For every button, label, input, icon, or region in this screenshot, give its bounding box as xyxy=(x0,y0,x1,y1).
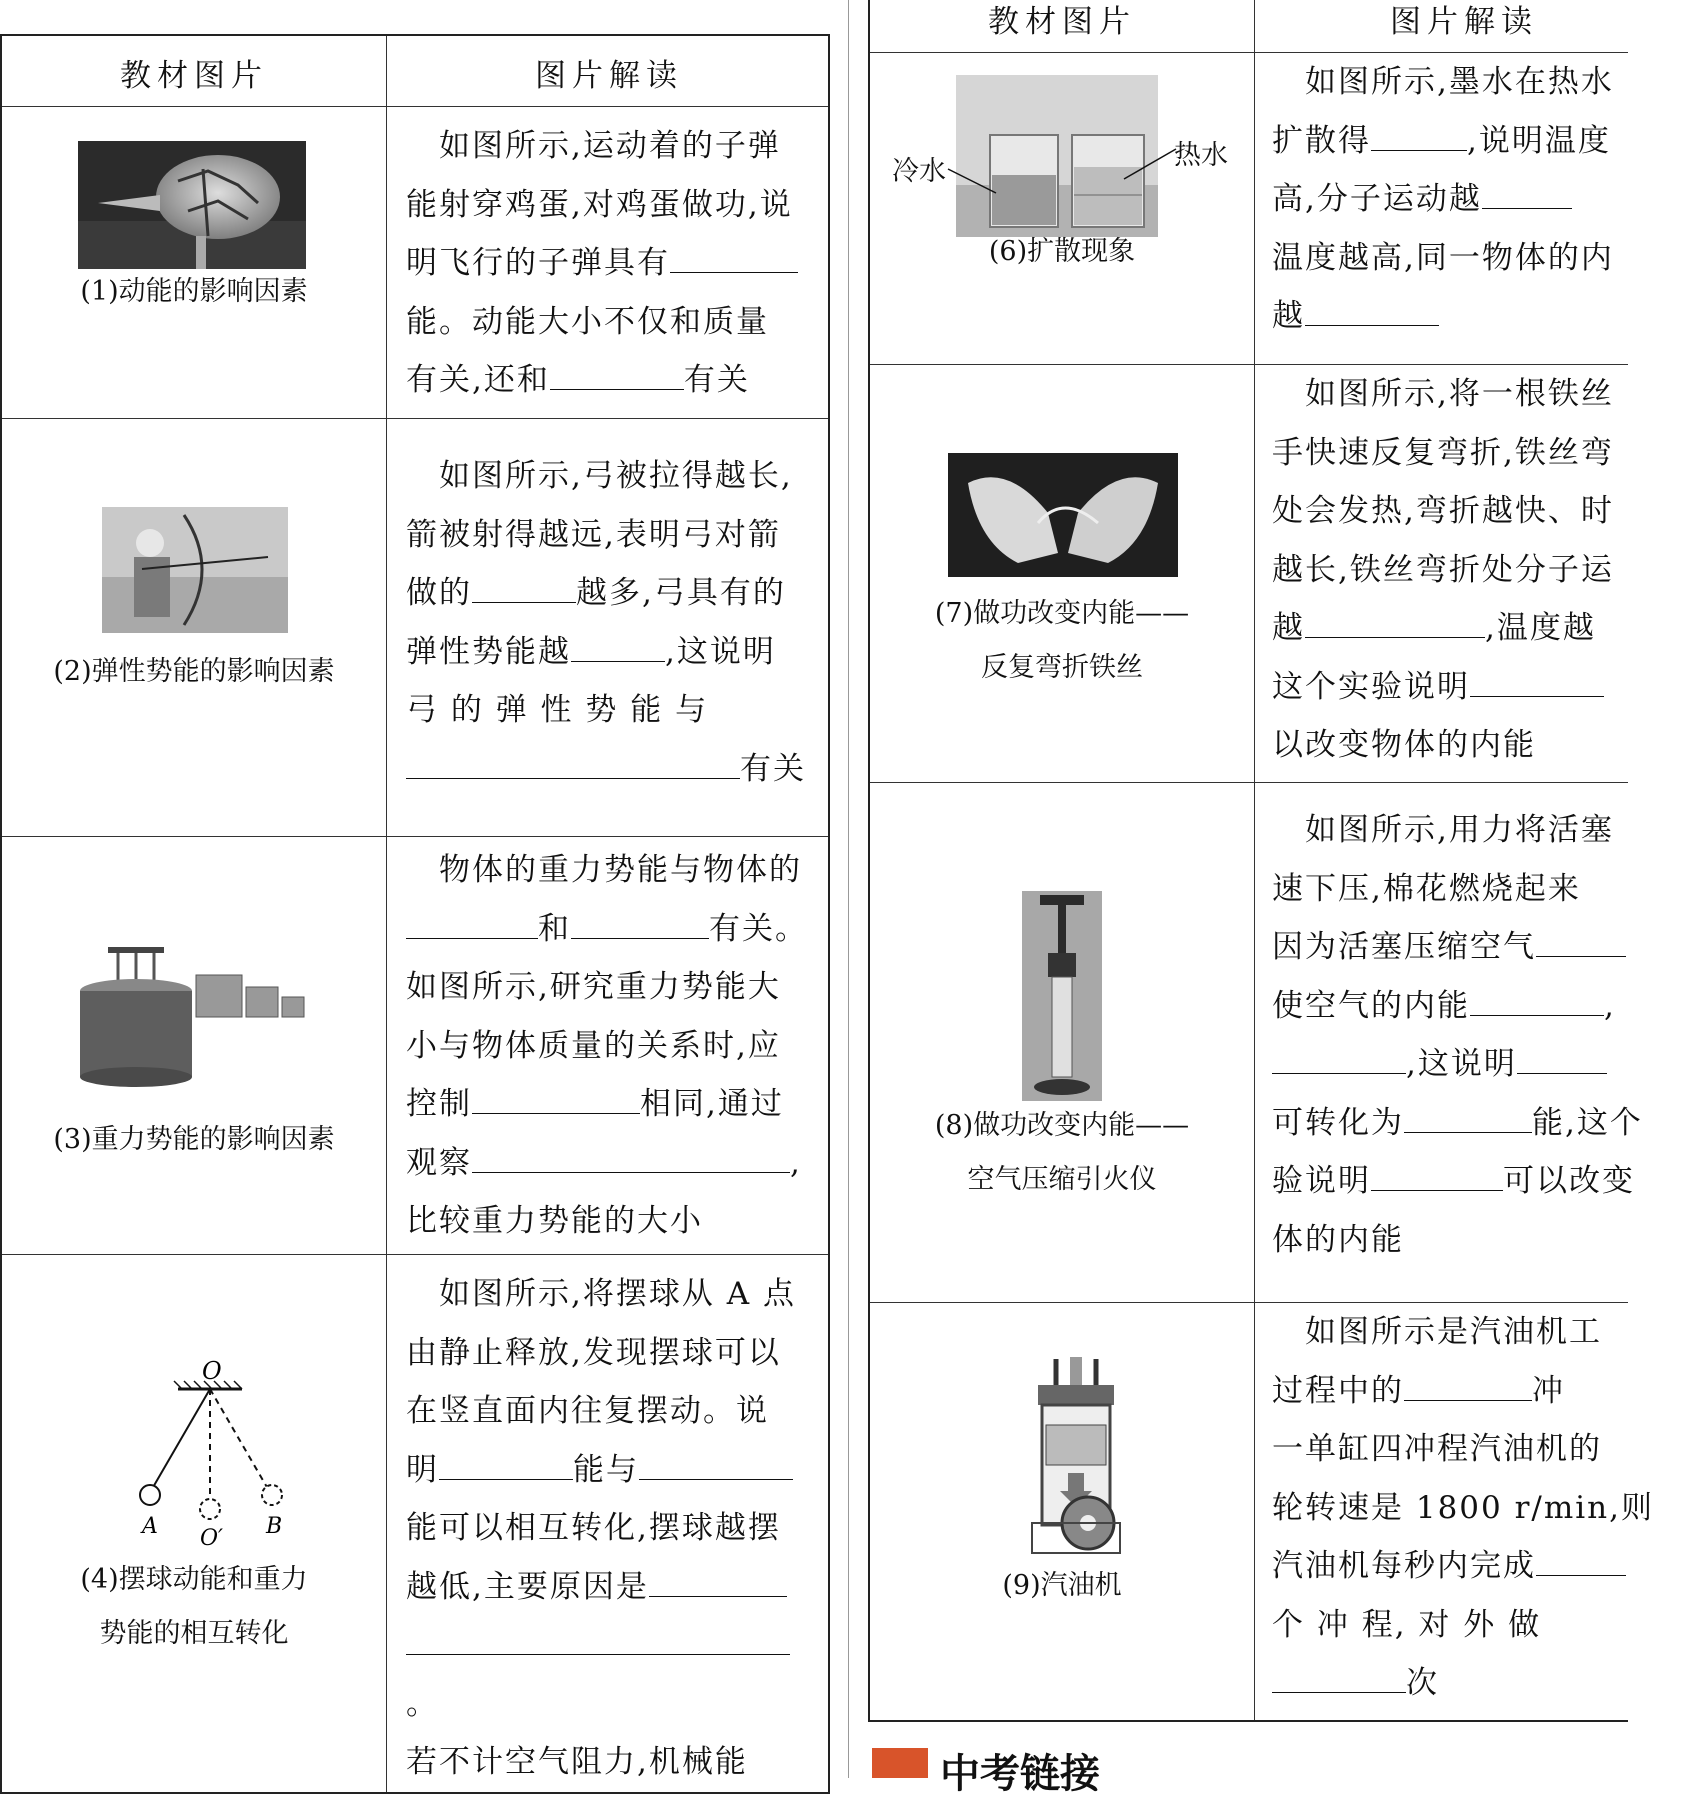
answer-blank[interactable] xyxy=(406,744,740,779)
page-gutter-line xyxy=(848,0,849,1778)
gasoline-engine-diagram xyxy=(1028,1355,1124,1559)
answer-blank[interactable] xyxy=(406,1620,790,1655)
air-compression-igniter-photo xyxy=(1022,891,1102,1101)
header-image-col: 教材图片 xyxy=(988,4,1136,40)
answer-blank[interactable] xyxy=(1371,116,1467,151)
answer-blank[interactable] xyxy=(1517,1039,1607,1074)
section-heading: 中考链接 xyxy=(940,1751,1100,1797)
table-row xyxy=(2,1254,828,1815)
header-text-col: 图片解读 xyxy=(535,58,683,94)
left-header-row xyxy=(2,36,828,106)
sand-box-weights-photo xyxy=(78,945,318,1087)
label-hot-water: 热水 xyxy=(1174,140,1228,171)
answer-blank[interactable] xyxy=(1470,662,1604,697)
answer-blank[interactable] xyxy=(649,1562,787,1597)
table-row xyxy=(870,782,1643,1303)
answer-blank[interactable] xyxy=(639,1445,793,1480)
right-header-row xyxy=(870,0,1628,52)
answer-blank[interactable] xyxy=(1272,1658,1406,1693)
table-row xyxy=(2,836,828,1255)
interpretation-text: 如图所示,将一根铁丝 手快速反复弯折,铁丝弯 处会发热,弯折越快、时 越长,铁丝弯折处分子运 越 ,温度越 这个实验说明 以改变物体的内能 xyxy=(1272,376,1614,763)
answer-blank[interactable] xyxy=(571,904,709,939)
answer-blank[interactable] xyxy=(1536,1541,1626,1576)
interpretation-text: 如图所示是汽油机工 过程中的 冲 一单缸四冲程汽油机的 轮转速是 1800 r/min,则 汽油机每秒内完成 个 冲 程, 对 外 做 次 xyxy=(1272,1314,1654,1701)
answer-blank[interactable] xyxy=(472,1079,640,1114)
answer-blank[interactable] xyxy=(1404,1366,1532,1401)
interpretation-text: 物体的重力势能与物体的 和 有关。 如图所示,研究重力势能大 小与物体质量的关系时,应 控制 相同,通过 观察 , 比较重力势能的大小 xyxy=(406,852,808,1239)
point-label-b: B xyxy=(266,1514,283,1539)
answer-blank[interactable] xyxy=(571,627,665,662)
answer-blank[interactable] xyxy=(1482,174,1572,209)
figure-caption: (3)重力势能的影响因素 xyxy=(53,1124,335,1155)
label-cold-water: 冷水 xyxy=(892,156,946,187)
right-table xyxy=(868,0,1654,1722)
figure-caption: (9)汽油机 xyxy=(1002,1570,1122,1601)
section-marker-icon xyxy=(872,1748,928,1778)
figure-caption: (8)做功改变内能—— 空气压缩引火仪 xyxy=(934,1110,1190,1195)
table-row xyxy=(870,1302,1654,1725)
left-table xyxy=(0,34,830,1794)
figure-caption: (4)摆球动能和重力 势能的相互转化 xyxy=(80,1564,308,1649)
point-label-o-prime: O′ xyxy=(200,1526,224,1551)
answer-blank[interactable] xyxy=(472,568,576,603)
answer-blank[interactable] xyxy=(1371,1156,1503,1191)
figure-caption: (7)做功改变内能—— 反复弯折铁丝 xyxy=(934,598,1190,683)
pointer-line xyxy=(948,167,998,197)
interpretation-text: 如图所示,运动着的子弹 能射穿鸡蛋,对鸡蛋做功,说 明飞行的子弹具有 能。动能大小不仅和质量 有关,还和 有关 xyxy=(406,117,816,410)
table-row xyxy=(2,418,828,837)
interpretation-text: 如图所示,用力将活塞 速下压,棉花燃烧起来 因为活塞压缩空气 使空气的内能 , ,这说明 可转化为 能,这个 验说明 可以改变 体的内能 xyxy=(1272,812,1643,1258)
table-row xyxy=(2,106,828,419)
answer-blank[interactable] xyxy=(406,904,538,939)
interpretation-text: 如图所示,弓被拉得越长, 箭被射得越远,表明弓对箭 做的 越多,弓具有的 弹性势能越 ,这说明 弓 的 弹 性 势 能 与 有关 xyxy=(406,458,806,787)
interpretation-text: 如图所示,将摆球从 A 点 由静止释放,发现摆球可以 在竖直面内往复摆动。说 明 能与 能可以相互转化,摆球越摆 越低,主要原因是 。 若不计空气阻力,机械能 xyxy=(406,1276,796,1780)
answer-blank[interactable] xyxy=(1272,1039,1406,1074)
bullet-egg-photo xyxy=(78,141,306,269)
pendulum-diagram xyxy=(122,1359,302,1549)
bending-wire-photo xyxy=(948,453,1178,577)
point-label-o: O xyxy=(202,1357,222,1385)
answer-blank[interactable] xyxy=(1536,922,1626,957)
answer-blank[interactable] xyxy=(439,1445,573,1480)
pointer-line xyxy=(1122,147,1178,183)
answer-blank[interactable] xyxy=(1305,603,1485,638)
figure-caption: (2)弹性势能的影响因素 xyxy=(53,656,335,687)
answer-blank[interactable] xyxy=(550,355,684,390)
answer-blank[interactable] xyxy=(472,1138,790,1173)
figure-caption: (1)动能的影响因素 xyxy=(80,276,308,307)
archer-photo xyxy=(102,507,288,633)
header-text-col: 图片解读 xyxy=(1390,4,1538,40)
table-row xyxy=(870,364,1628,783)
table-row xyxy=(870,52,1628,365)
header-image-col: 教材图片 xyxy=(120,58,268,94)
interpretation-text: 如图所示,墨水在热水 扩散得 ,说明温度 高,分子运动越 温度越高,同一物体的内 越 xyxy=(1272,64,1614,334)
answer-blank[interactable] xyxy=(1404,1098,1532,1133)
answer-blank[interactable] xyxy=(1305,291,1439,326)
figure-caption: (6)扩散现象 xyxy=(988,236,1136,267)
answer-blank[interactable] xyxy=(670,238,798,273)
answer-blank[interactable] xyxy=(1470,981,1604,1016)
point-label-a: A xyxy=(142,1514,158,1539)
